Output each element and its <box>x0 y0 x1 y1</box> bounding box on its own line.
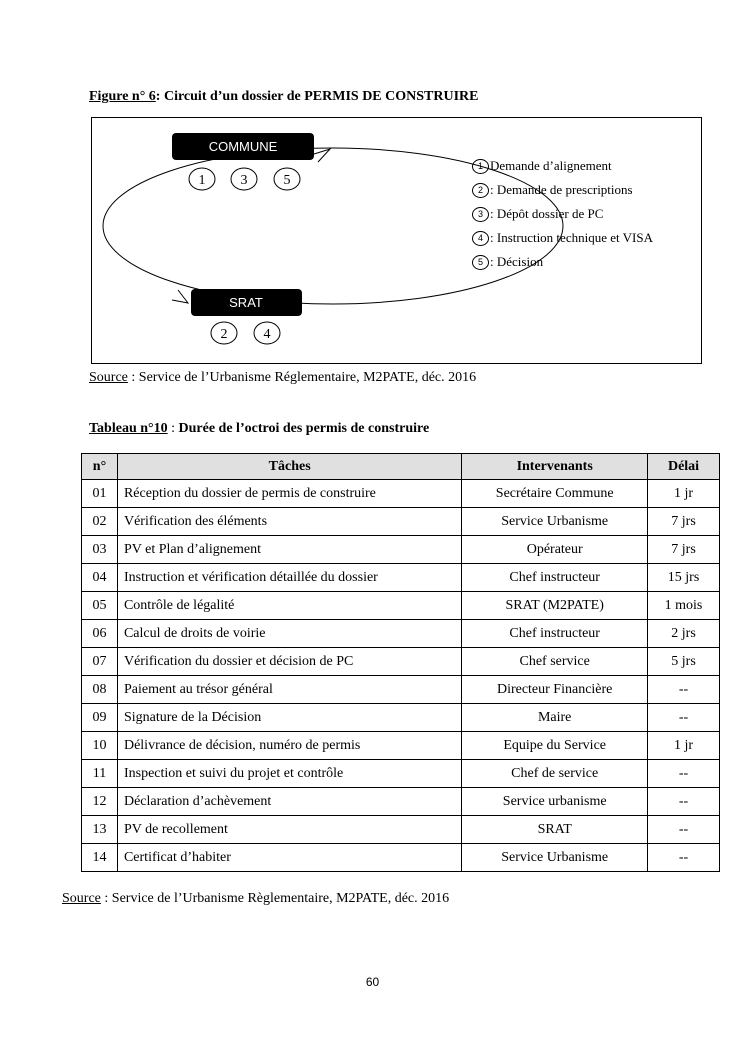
figure-source-label: Source <box>89 370 128 385</box>
cell-number: 13 <box>82 816 118 844</box>
cell-number: 14 <box>82 844 118 872</box>
cell-delay: -- <box>648 788 720 816</box>
table-row <box>82 732 720 760</box>
cell-delay: 7 jrs <box>648 508 720 536</box>
figure-source <box>89 370 476 386</box>
page-number: 60 <box>365 975 380 989</box>
cell-delay: 7 jrs <box>648 536 720 564</box>
legend-text-2: : Demande de prescriptions <box>490 182 633 197</box>
legend-num-3: 3 <box>472 207 489 222</box>
cell-actor: Service urbanisme <box>462 788 648 816</box>
cell-number: 09 <box>82 704 118 732</box>
table-caption <box>89 421 429 437</box>
legend-num-1: 1 <box>472 159 489 174</box>
cell-task: Paiement au trésor général <box>117 676 461 704</box>
table-row <box>82 676 720 704</box>
cell-delay: 5 jrs <box>648 648 720 676</box>
table-row <box>82 648 720 676</box>
cell-number: 06 <box>82 620 118 648</box>
cell-task: Déclaration d’achèvement <box>117 788 461 816</box>
cell-number: 07 <box>82 648 118 676</box>
srat-step-2 <box>211 322 237 344</box>
table-body <box>82 480 720 872</box>
legend-item-1 <box>472 154 653 178</box>
cell-delay: -- <box>648 816 720 844</box>
cell-actor: SRAT <box>462 816 648 844</box>
cell-number: 10 <box>82 732 118 760</box>
cell-number: 04 <box>82 564 118 592</box>
table-row <box>82 760 720 788</box>
table-row <box>82 620 720 648</box>
figure-source-text: : Service de l’Urbanisme Réglementaire, M2PATE, déc. 2016 <box>127 370 477 385</box>
srat-step-2-label: 2 <box>220 327 228 342</box>
legend-num-4: 4 <box>472 231 489 246</box>
header-delay: Délai <box>648 454 720 480</box>
srat-step-4 <box>254 322 280 344</box>
cell-actor: Chef service <box>462 648 648 676</box>
table-row <box>82 536 720 564</box>
cell-task: Signature de la Décision <box>117 704 461 732</box>
cell-actor: Equipe du Service <box>462 732 648 760</box>
cell-delay: 2 jrs <box>648 620 720 648</box>
header-tasks: Tâches <box>117 454 461 480</box>
cell-delay: 1 jr <box>648 732 720 760</box>
legend-text-1: Demande d’alignement <box>490 158 612 173</box>
cell-actor: Secrétaire Commune <box>462 480 648 508</box>
cell-task: Calcul de droits de voirie <box>117 620 461 648</box>
permit-duration-table <box>81 453 720 872</box>
table-source <box>62 891 449 907</box>
table-row <box>82 788 720 816</box>
commune-node-label: COMMUNE <box>208 139 278 154</box>
legend-text-3: : Dépôt dossier de PC <box>490 206 604 221</box>
cell-task: Contrôle de légalité <box>117 592 461 620</box>
cell-task: Vérification du dossier et décision de PC <box>117 648 461 676</box>
cell-number: 12 <box>82 788 118 816</box>
legend-text-5: : Décision <box>490 254 544 269</box>
table-source-text: : Service de l’Urbanisme Règlementaire, M2PATE, déc. 2016 <box>100 891 450 906</box>
cell-actor: Chef instructeur <box>462 564 648 592</box>
figure-caption-sep: : <box>155 89 164 104</box>
cell-task: Vérification des éléments <box>117 508 461 536</box>
table-caption-sep: : <box>167 421 179 436</box>
flow-diagram <box>91 117 702 364</box>
legend-item-4 <box>472 226 653 250</box>
legend-item-3 <box>472 202 653 226</box>
cell-delay: -- <box>648 676 720 704</box>
table-row <box>82 508 720 536</box>
cell-task: Certificat d’habiter <box>117 844 461 872</box>
commune-step-5 <box>274 168 300 190</box>
figure-label: Figure n° 6 <box>89 89 156 104</box>
cell-task: Instruction et vérification détaillée du dossier <box>117 564 461 592</box>
cell-task: Réception du dossier de permis de construire <box>117 480 461 508</box>
header-number: n° <box>82 454 118 480</box>
table-row <box>82 564 720 592</box>
figure-title: Circuit d’un dossier de PERMIS DE CONSTRUIRE <box>163 89 479 104</box>
cell-actor: Service Urbanisme <box>462 508 648 536</box>
table-row <box>82 592 720 620</box>
commune-step-3-label: 3 <box>240 173 248 188</box>
srat-node-label: SRAT <box>229 295 263 310</box>
arrow-head-commune <box>314 149 330 162</box>
table-caption-title: Durée de l’octroi des permis de construire <box>178 421 430 436</box>
table-row <box>82 704 720 732</box>
table-caption-label: Tableau n°10 <box>89 421 168 436</box>
srat-step-4-label: 4 <box>263 327 271 342</box>
table-source-label: Source <box>62 891 101 906</box>
cell-delay: -- <box>648 844 720 872</box>
commune-step-3 <box>231 168 257 190</box>
cell-actor: Opérateur <box>462 536 648 564</box>
cell-number: 02 <box>82 508 118 536</box>
table-header-row <box>82 454 720 480</box>
legend-num-5: 5 <box>472 255 489 270</box>
cell-number: 01 <box>82 480 118 508</box>
legend-item-5 <box>472 250 653 274</box>
cell-task: PV et Plan d’alignement <box>117 536 461 564</box>
cell-delay: -- <box>648 704 720 732</box>
cell-number: 08 <box>82 676 118 704</box>
legend-item-2 <box>472 178 653 202</box>
cell-task: Délivrance de décision, numéro de permis <box>117 732 461 760</box>
cell-task: PV de recollement <box>117 816 461 844</box>
cell-number: 03 <box>82 536 118 564</box>
commune-step-1-label: 1 <box>198 173 206 188</box>
table-row <box>82 816 720 844</box>
cell-actor: Maire <box>462 704 648 732</box>
table-row <box>82 480 720 508</box>
commune-step-1 <box>189 168 215 190</box>
cell-delay: 1 jr <box>648 480 720 508</box>
table-row <box>82 844 720 872</box>
figure-caption <box>89 89 479 105</box>
cell-delay: 1 mois <box>648 592 720 620</box>
header-actors: Intervenants <box>462 454 648 480</box>
cell-delay: -- <box>648 760 720 788</box>
legend-text-4: : Instruction technique et VISA <box>490 230 653 245</box>
cell-number: 11 <box>82 760 118 788</box>
cell-actor: Directeur Financière <box>462 676 648 704</box>
cell-actor: Chef instructeur <box>462 620 648 648</box>
commune-step-5-label: 5 <box>283 173 291 188</box>
diagram-legend <box>472 154 653 274</box>
cell-delay: 15 jrs <box>648 564 720 592</box>
arrow-head-srat-left <box>172 290 188 303</box>
cell-task: Inspection et suivi du projet et contrôle <box>117 760 461 788</box>
cell-actor: Service Urbanisme <box>462 844 648 872</box>
legend-num-2: 2 <box>472 183 489 198</box>
cell-actor: SRAT (M2PATE) <box>462 592 648 620</box>
cell-number: 05 <box>82 592 118 620</box>
cell-actor: Chef de service <box>462 760 648 788</box>
